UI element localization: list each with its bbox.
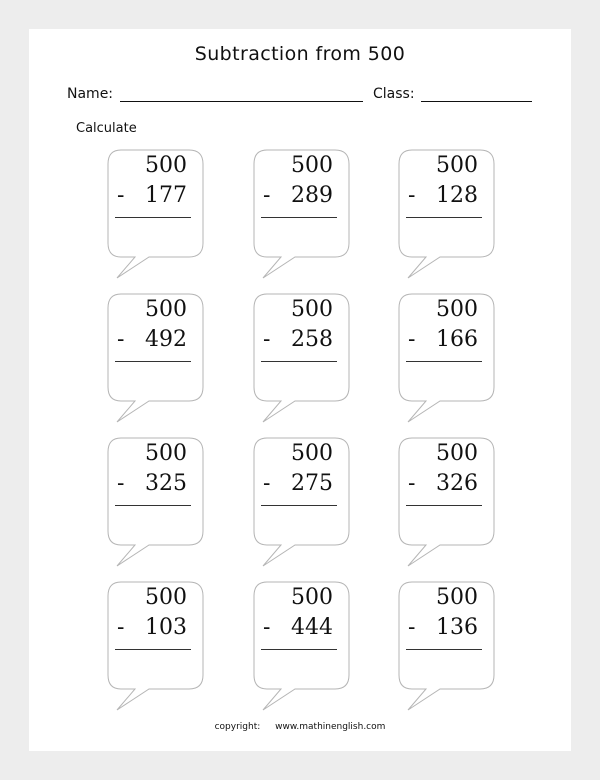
problem-card [398,581,502,715]
answer-line[interactable] [115,217,191,218]
minus-sign: - [408,183,416,208]
worksheet-page [29,29,571,751]
problem-card [253,437,357,571]
footer [29,722,571,732]
page-title: Subtraction from 500 [194,43,406,65]
problem-card [398,149,502,283]
subtrahend: 177 [145,183,187,208]
minuend: 500 [291,441,333,466]
instruction-text: Calculate [76,121,137,136]
minuend: 500 [436,297,478,322]
problem-card [253,293,357,427]
minuend: 500 [291,585,333,610]
answer-line[interactable] [406,217,482,218]
minus-sign: - [408,471,416,496]
problem-card [107,149,211,283]
minuend: 500 [291,153,333,178]
answer-line[interactable] [115,649,191,650]
subtrahend: 136 [436,615,478,640]
class-blank-line[interactable] [421,101,532,102]
minus-sign: - [263,471,271,496]
problem-card [107,437,211,571]
minus-sign: - [117,183,125,208]
subtrahend: 258 [291,327,333,352]
problem-card [398,437,502,571]
problem-card [253,149,357,283]
subtrahend: 326 [436,471,478,496]
name-blank-line[interactable] [120,101,363,102]
subtrahend: 444 [291,615,333,640]
minus-sign: - [117,471,125,496]
answer-line[interactable] [406,649,482,650]
subtrahend: 166 [436,327,478,352]
minus-sign: - [263,615,271,640]
problem-card [107,581,211,715]
problem-card [107,293,211,427]
site-url: www.mathinenglish.com [275,722,386,732]
class-label: Class: [373,86,415,102]
copyright-label: copyright: [214,722,261,732]
subtrahend: 492 [145,327,187,352]
answer-line[interactable] [261,649,337,650]
answer-line[interactable] [261,217,337,218]
answer-line[interactable] [261,361,337,362]
minuend: 500 [145,585,187,610]
subtrahend: 275 [291,471,333,496]
minuend: 500 [145,297,187,322]
subtrahend: 325 [145,471,187,496]
problem-card [253,581,357,715]
minus-sign: - [117,327,125,352]
minus-sign: - [263,327,271,352]
answer-line[interactable] [406,505,482,506]
minuend: 500 [145,153,187,178]
subtrahend: 103 [145,615,187,640]
minuend: 500 [291,297,333,322]
minuend: 500 [436,585,478,610]
minuend: 500 [145,441,187,466]
answer-line[interactable] [115,505,191,506]
subtrahend: 128 [436,183,478,208]
minus-sign: - [408,615,416,640]
minuend: 500 [436,153,478,178]
answer-line[interactable] [261,505,337,506]
name-label: Name: [67,86,114,102]
problem-card [398,293,502,427]
minus-sign: - [263,183,271,208]
minus-sign: - [117,615,125,640]
minuend: 500 [436,441,478,466]
minus-sign: - [408,327,416,352]
answer-line[interactable] [115,361,191,362]
answer-line[interactable] [406,361,482,362]
subtrahend: 289 [291,183,333,208]
